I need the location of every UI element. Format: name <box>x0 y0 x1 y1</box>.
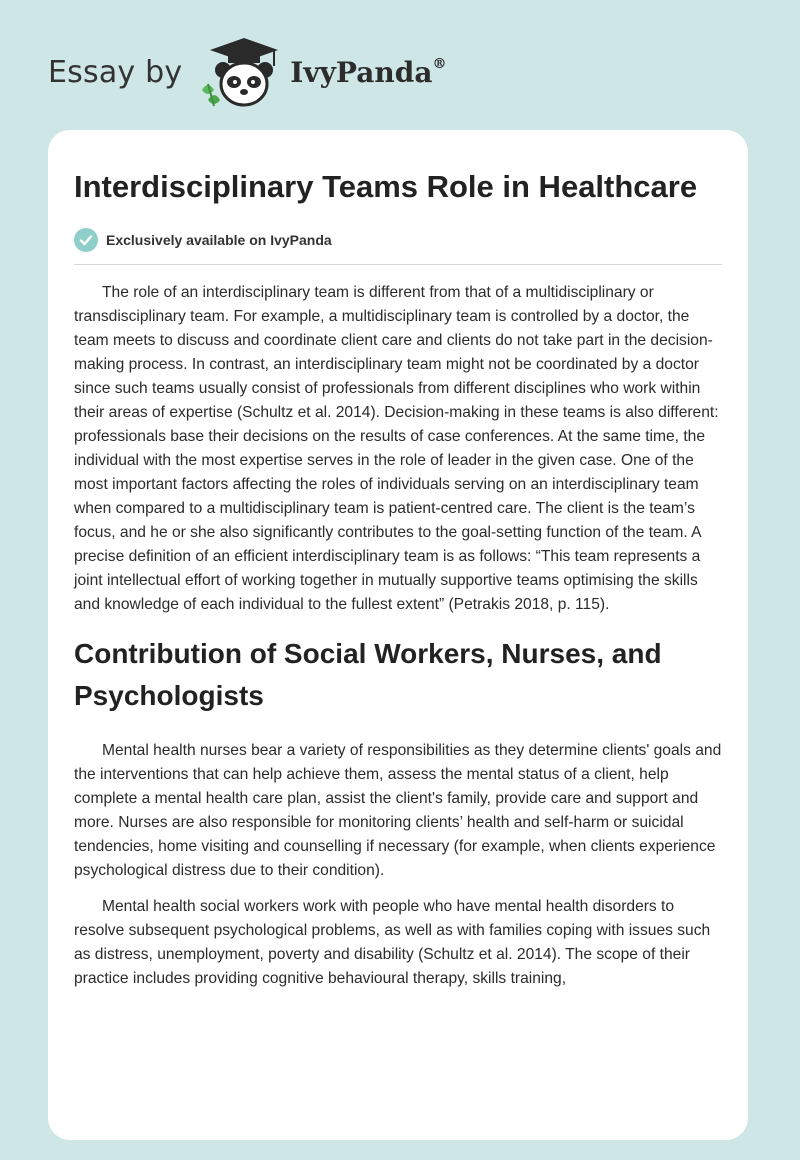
check-circle-icon <box>74 228 98 252</box>
brand-name <box>290 56 446 89</box>
paragraph: Mental health nurses bear a variety of responsibilities as they determine clients' goals and the interventions that can help achieve them, assess the mental status of a client, help complete a mental health care plan, assist the client's family, provide care and support and more. Nurses are also responsible for monitoring clients’ health and self-harm or suicidal tendencies, home visiting and counselling if necessary (for example, when clients experience psychological distress due to their condition). <box>74 742 722 879</box>
exclusive-badge <box>74 228 722 252</box>
divider <box>74 264 722 265</box>
paragraph: The role of an interdisciplinary team is different from that of a multidisciplinary or transdisciplinary team. For example, a multidisciplinary team is controlled by a doctor, the team meets to discuss and coordinate client care and clients do not take part in the decision-making process. In contrast, an interdisciplinary team might not be coordinated by a doctor since such teams usually consist of professionals from different disciplines who work within their areas of expertise (Schultz et al. 2014). Decision-making in these teams is also different: professionals base their decisions on the results of case conferences. At the same time, the individual with the most expertise serves in the role of leader in the given case. One of the most important factors affecting the roles of individuals serving on an interdisciplinary team when compared to a multidisciplinary team is patient-centred care. The client is the team’s focus, and he or she also significantly contributes to the goal-setting function of the team. A precise definition of an efficient interdisciplinary team is as follows: “This team represents a joint intellectual effort of working together in mutually supportive teams optimising the skills and knowledge of each individual to the fullest extent” (Petrakis 2018, p. 115). <box>74 284 719 613</box>
panda-graduate-logo-icon <box>196 36 284 108</box>
brand-logo-link[interactable] <box>48 36 446 108</box>
exclusive-label: Exclusively available on IvyPanda <box>106 232 332 248</box>
page-title: Interdisciplinary Teams Role in Healthcare <box>74 169 698 204</box>
brand-name-text: IvyPanda <box>290 55 433 89</box>
essay-by-label: Essay by <box>48 54 183 90</box>
section-heading: Contribution of Social Workers, Nurses, and Psychologists <box>74 638 662 711</box>
essay-card <box>48 130 748 1140</box>
registered-mark: ® <box>432 55 447 72</box>
site-header <box>0 0 800 130</box>
paragraph: Mental health social workers work with people who have mental health disorders to resolve subsequent psychological problems, as well as with families coping with issues such as distress, unemployment, poverty and disability (Schultz et al. 2014). The scope of their practice includes providing cognitive behavioural therapy, skills training, <box>74 898 711 987</box>
